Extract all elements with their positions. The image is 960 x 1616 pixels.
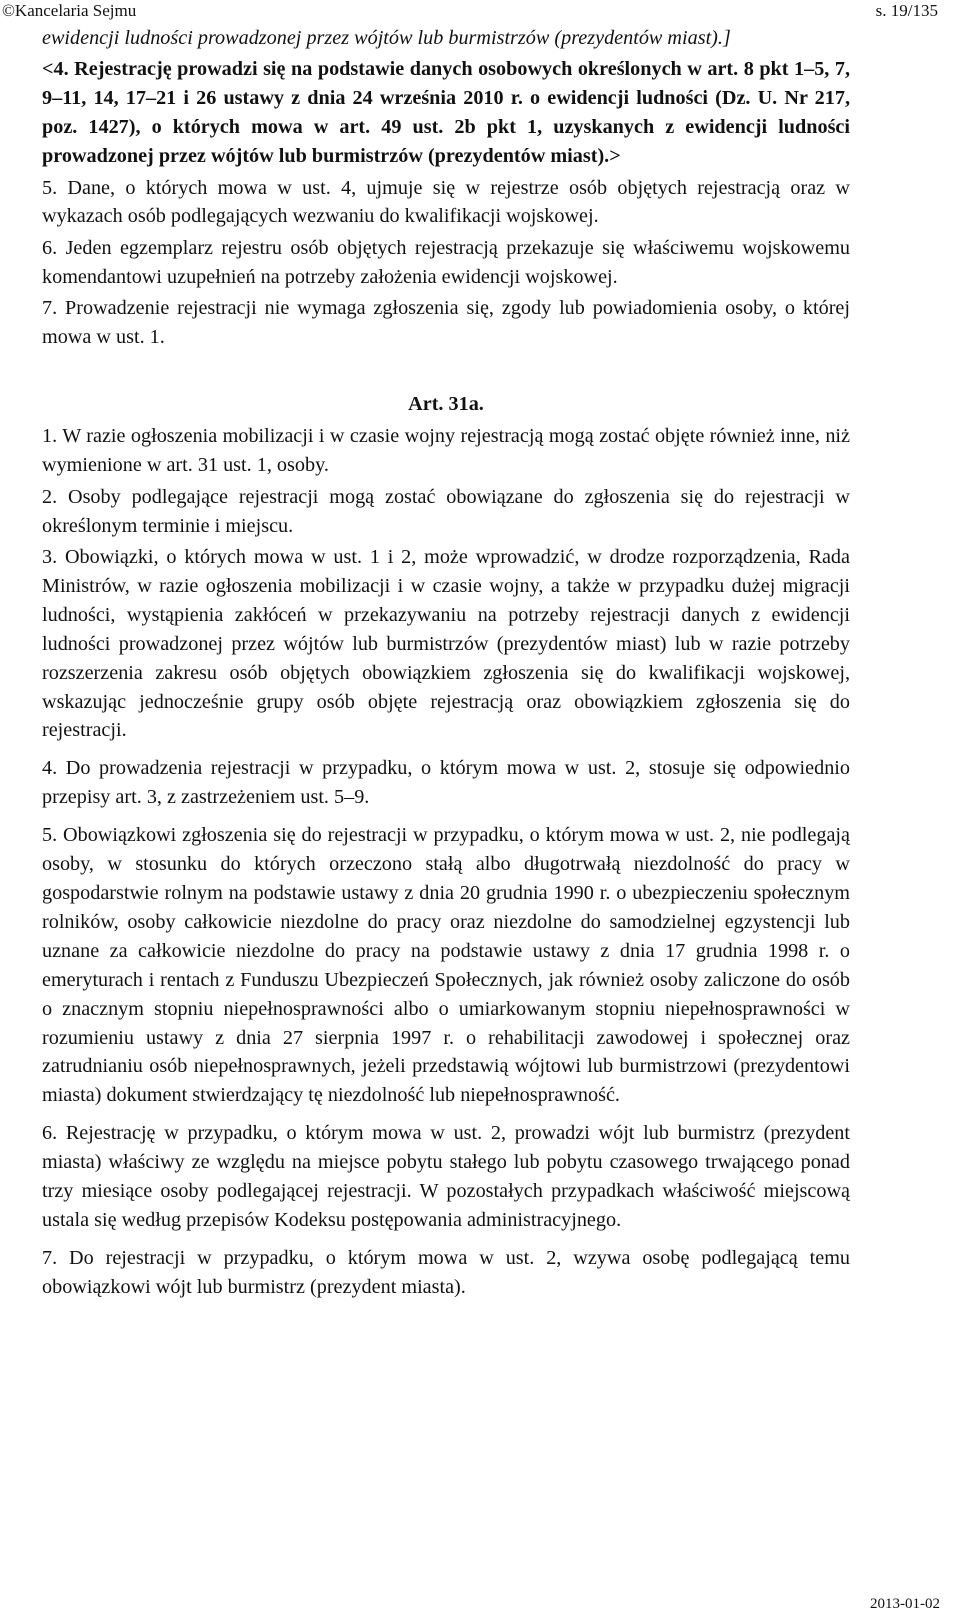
article-paragraph-6: 6. Rejestrację w przypadku, o którym mowa w ust. 2, prowadzi wójt lub burmistrz (prezydent miasta) właściwy ze względu na miejsce pobytu stałego lub pobytu czasowego trwającego ponad trzy miesiące osoby podlegającej rejestracji. W pozostałych przypadkach właściwość miejscową ustala się według przepisów Kodeksu postępowania administracyjnego. xyxy=(42,1122,850,1231)
paragraph-6: 6. Jeden egzemplarz rejestru osób objętych rejestracją przekazuje się właściwemu wojskowemu komendantowi uzupełnień na potrzeby założenia ewidencji wojskowej. xyxy=(42,236,850,288)
section-spacer xyxy=(42,354,850,390)
article-paragraph-4: 4. Do prowadzenia rejestracji w przypadku, o którym mowa w ust. 2, stosuje się odpowiednio przepisy art. 3, z zastrzeżeniem ust. 5–9. xyxy=(42,757,850,809)
document-date: 2013-01-02 xyxy=(870,1596,940,1612)
page-number: s. 19/135 xyxy=(875,1,938,20)
publisher-label: ©Kancelaria Sejmu xyxy=(2,1,137,20)
document-body xyxy=(42,24,850,1304)
article-paragraph-1: 1. W razie ogłoszenia mobilizacji i w czasie wojny rejestracją mogą zostać objęte również inne, niż wymienione w art. 31 ust. 1, osoby. xyxy=(42,425,850,477)
page-header xyxy=(0,0,960,22)
paragraph-5: 5. Dane, o których mowa w ust. 4, ujmuje się w rejestrze osób objętych rejestracją oraz w wykazach osób podlegających wezwaniu do kwalifikacji wojskowej. xyxy=(42,176,850,228)
paragraph-4: <4. Rejestrację prowadzi się na podstawie danych osobowych określonych w art. 8 pkt 1–5, 7, 9–11, 14, 17–21 i 26 ustawy z dnia 24 września 2010 r. o ewidencji ludności (Dz. U. Nr 217, poz. 1427), o których mowa w art. 49 ust. 2b pkt 1, uzyskanych z ewidencji ludności prowadzonej przez wójtów lub burmistrzów (prezydentów miast).> xyxy=(42,58,850,168)
paragraph-7: 7. Prowadzenie rejestracji nie wymaga zgłoszenia się, zgody lub powiadomienia osoby, o której mowa w ust. 1. xyxy=(42,297,850,349)
article-paragraph-7: 7. Do rejestracji w przypadku, o którym mowa w ust. 2, wzywa osobę podlegającą temu obowiązkowi wójt lub burmistrz (prezydent miasta). xyxy=(42,1246,850,1298)
paragraph-continuation: ewidencji ludności prowadzonej przez wójtów lub burmistrzów (prezydentów miast).] xyxy=(42,27,731,49)
article-paragraph-5: 5. Obowiązkowi zgłoszenia się do rejestracji w przypadku, o którym mowa w ust. 2, nie podlegają osoby, w stosunku do których orzeczono stałą albo długotrwałą niezdolność do pracy w gospodarstwie rolnym na podstawie ustawy z dnia 20 grudnia 1990 r. o ubezpieczeniu społecznym rolników, osoby całkowicie niezdolne do pracy oraz niezdolne do samodzielnej egzystencji lub uznane za całkowicie niezdolne do pracy na podstawie ustawy z dnia 17 grudnia 1998 r. o emeryturach i rentach z Funduszu Ubezpieczeń Społecznych, jak również osoby zaliczone do osób o znacznym stopniu niepełnosprawności albo o umiarkowanym stopniu niepełnosprawności w rozumieniu ustawy z dnia 27 sierpnia 1997 r. o rehabilitacji zawodowej i społecznej oraz zatrudnianiu osób niepełnosprawnych, jeżeli przedstawią wójtowi lub burmistrzowi (prezydentowi miasta) dokument stwierdzający tę niezdolność lub niepełnosprawność. xyxy=(42,824,850,1107)
article-title: Art. 31a. xyxy=(408,393,484,416)
article-paragraph-3: 3. Obowiązki, o których mowa w ust. 1 i 2, może wprowadzić, w drodze rozporządzenia, Rada Ministrów, w razie ogłoszenia mobilizacji i w czasie wojny, a także w przypadku dużej migracji ludności, wystąpienia zakłóceń w przekazywaniu na potrzeby rejestracji danych z ewidencji ludności prowadzonej przez wójtów lub burmistrzów (prezydentów miast) lub w razie potrzeby rozszerzenia zakresu osób objętych obowiązkiem zgłoszenia się do kwalifikacji wojskowej, wskazując jednocześnie grupy osób objęte rejestracją oraz obowiązkiem zgłoszenia się do rejestracji. xyxy=(42,546,850,742)
page-footer xyxy=(870,1594,940,1614)
article-paragraph-2: 2. Osoby podlegające rejestracji mogą zostać obowiązane do zgłoszenia się do rejestracji w określonym terminie i miejscu. xyxy=(42,485,850,537)
